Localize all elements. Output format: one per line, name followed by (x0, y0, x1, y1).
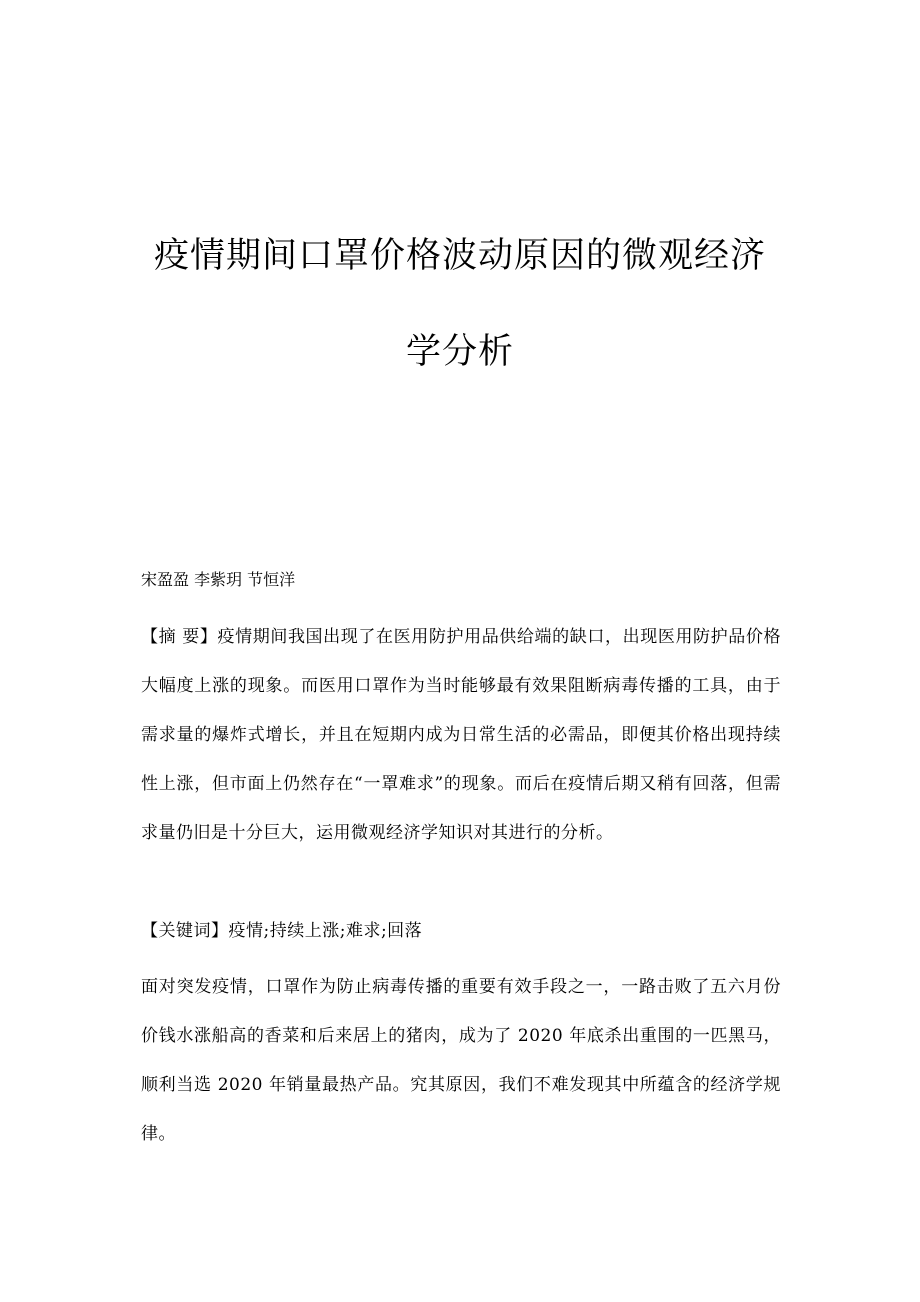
document-title (120, 208, 800, 400)
title-line-1: 疫情期间口罩价格波动原因的微观经济 (153, 236, 766, 276)
abstract-paragraph (141, 613, 781, 858)
keywords-text: 疫情;持续上涨;难求;回落 (228, 921, 423, 941)
author-list: 宋盈盈 李紫玥 节恒洋 (141, 570, 296, 589)
keywords-paragraph (141, 907, 781, 956)
body-paragraph: 面对突发疫情，口罩作为防止病毒传播的重要有效手段之一，一路击败了五六月份价钱水涨船高的香菜和后来居上的猪肉，成为了 2020 年底杀出重围的一匹黑马，顺利当选 2020 年销量最热产品。究其原因，我们不难发现其中所蕴含的经济学规律。 (141, 977, 781, 1144)
abstract-text: 疫情期间我国出现了在医用防护用品供给端的缺口，出现医用防护品价格大幅度上涨的现象。而医用口罩作为当时能够最有效果阻断病毒传播的工具，由于需求量的爆炸式增长，并且在短期内成为日常生活的必需品，即便其价格出现持续性上涨，但市面上仍然存在“一罩难求”的现象。而后在疫情后期又稍有回落，但需求量仍旧是十分巨大，运用微观经济学知识对其进行的分析。 (141, 627, 782, 843)
abstract-label: 【摘 要】 (141, 627, 218, 647)
title-line-2: 学分析 (405, 332, 514, 372)
keywords-label: 【关键词】 (141, 921, 229, 941)
